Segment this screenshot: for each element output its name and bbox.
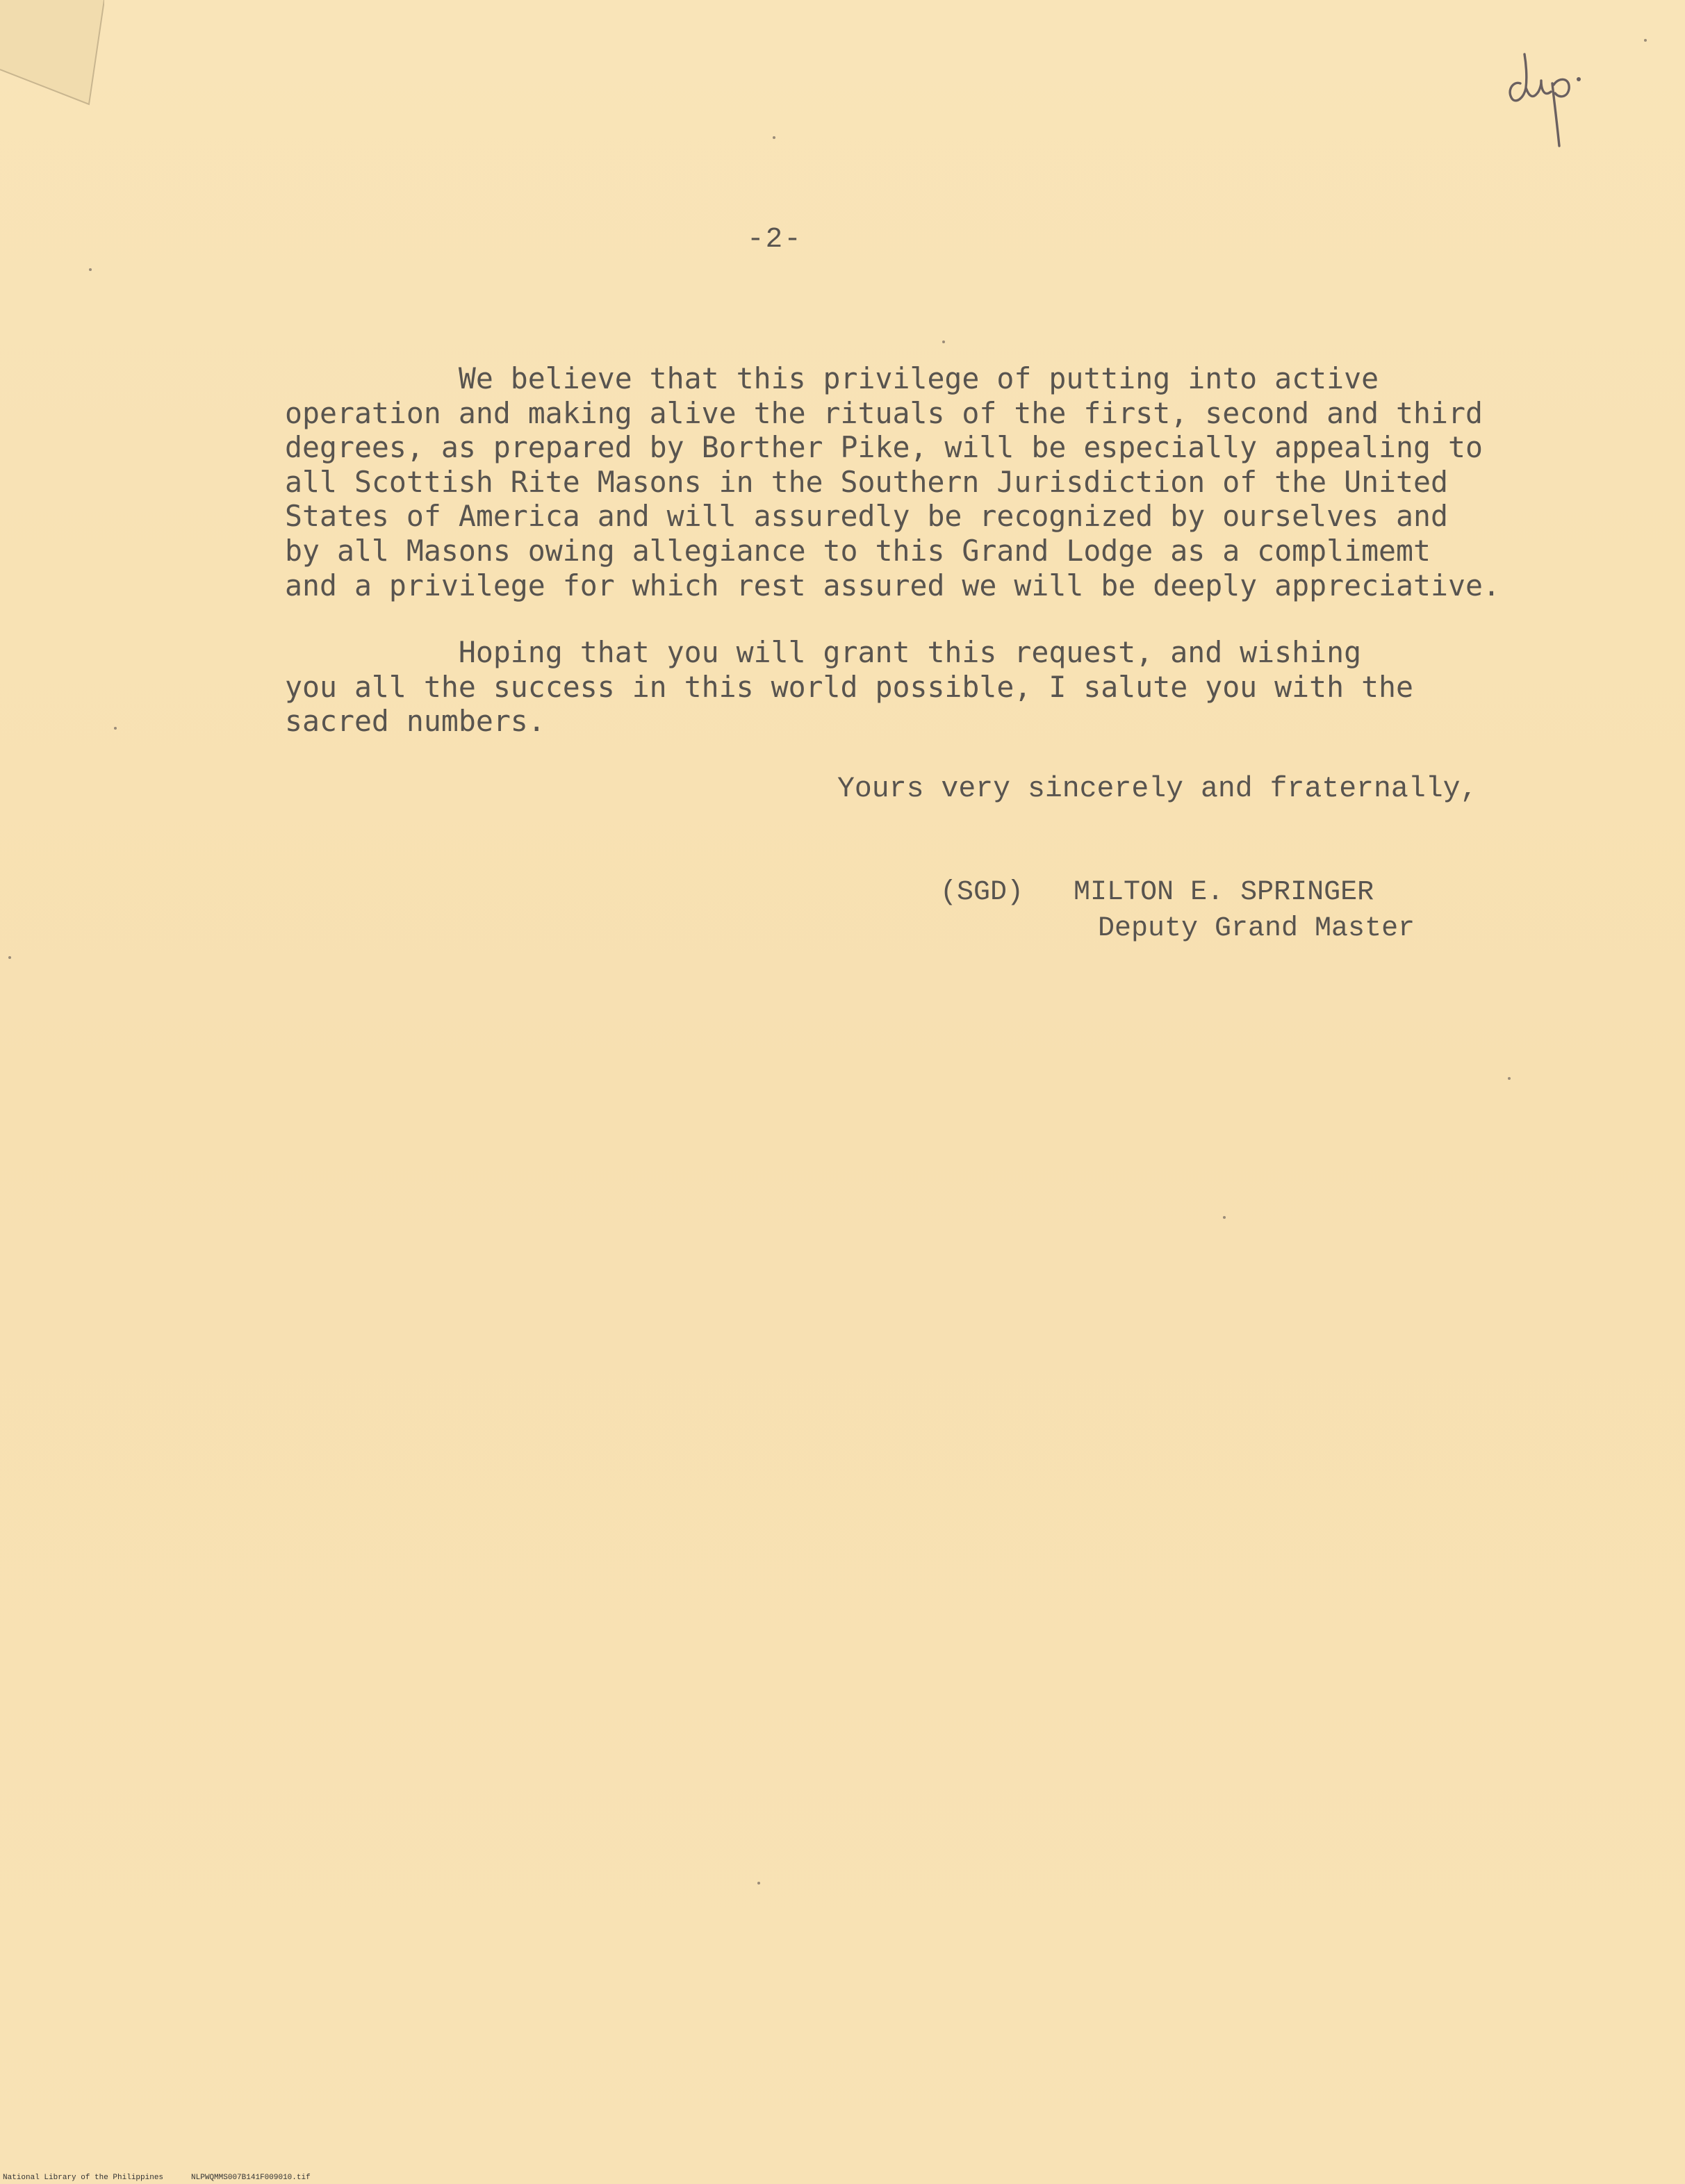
paper-speck — [1223, 1216, 1226, 1219]
closing-salutation: Yours very sincerely and fraternally, — [837, 773, 1478, 805]
text-line: sacred numbers. — [285, 704, 545, 739]
paper-speck — [1508, 1077, 1511, 1080]
paper-speck — [942, 340, 945, 343]
page-number: -2- — [747, 224, 803, 256]
paper-speck — [757, 1882, 760, 1885]
text-line: Hoping that you will grant this request, and wishing — [285, 635, 1362, 669]
text-line: We believe that this privilege of putting into active — [285, 361, 1379, 395]
paper-speck — [773, 136, 775, 139]
signature-block — [940, 877, 1374, 908]
text-line: States of America and will assuredly be recognized by ourselves and — [285, 499, 1449, 534]
folded-corner — [0, 0, 104, 111]
paper-speck — [89, 268, 92, 271]
text-line: all Scottish Rite Masons in the Southern Jurisdiction of the United — [285, 464, 1449, 499]
body-paragraph-2 — [285, 635, 1529, 739]
paper-speck — [114, 727, 117, 730]
text-line: and a privilege for which rest assured we will be deeply appreciative. — [285, 568, 1500, 602]
text-line: operation and making alive the rituals of the first, second and third — [285, 395, 1483, 430]
signatory-title: Deputy Grand Master — [1098, 913, 1415, 944]
body-paragraph-1 — [285, 361, 1529, 602]
text-line: degrees, as prepared by Borther Pike, will be especially appealing to — [285, 430, 1483, 465]
signatory-name: MILTON E. SPRINGER — [1074, 877, 1374, 908]
signature-prefix: (SGD) — [940, 877, 1024, 908]
paper-speck — [8, 956, 11, 959]
footer-filename: NLPWQMMS007B141F009010.tif — [191, 2174, 311, 2182]
text-line: by all Masons owing allegiance to this Grand Lodge as a complimemt — [285, 533, 1431, 568]
scan-footer — [3, 2174, 338, 2182]
footer-library: National Library of the Philippines — [3, 2174, 164, 2182]
text-line: you all the success in this world possible, I salute you with the — [285, 669, 1414, 704]
handwritten-dup-mark-icon — [1501, 49, 1605, 160]
paper-speck — [1644, 39, 1647, 42]
